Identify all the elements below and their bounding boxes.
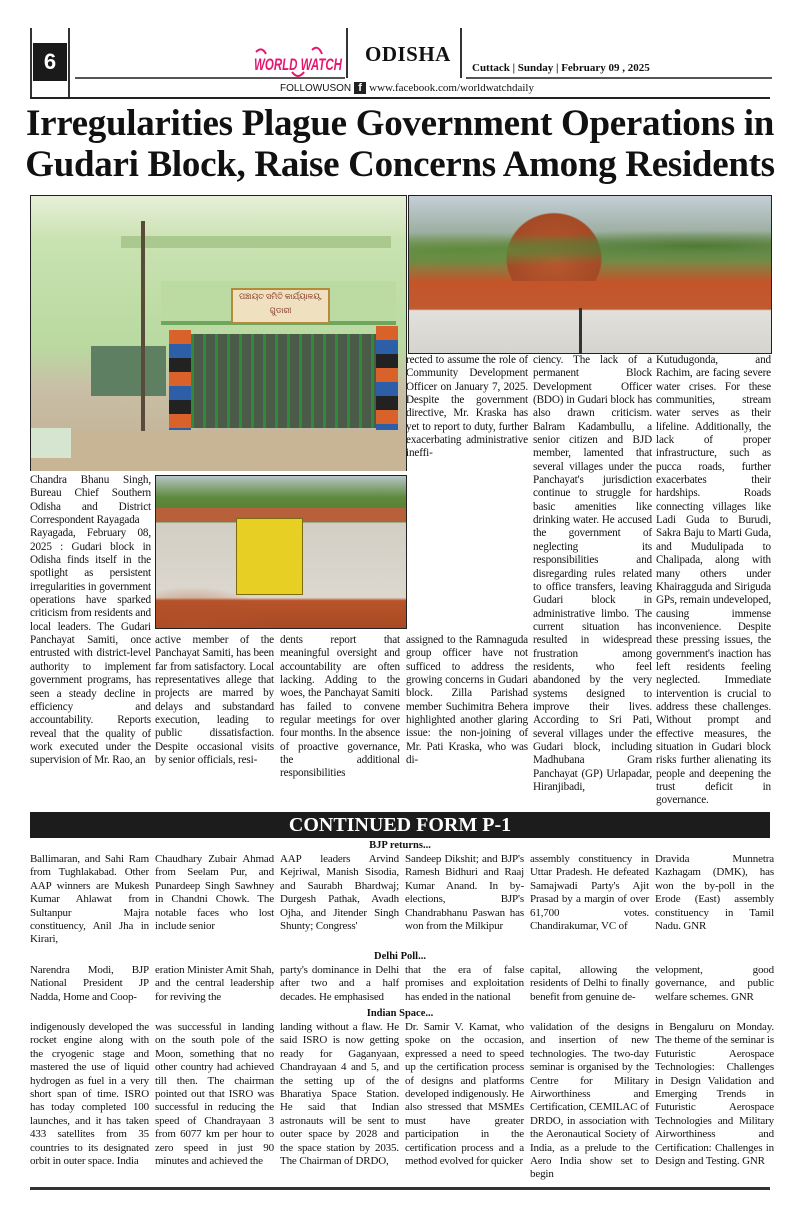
yellow-signboard xyxy=(236,518,303,595)
story-column: Ballimaran, and Sahi Ram from Tughlakabad. Other AAP winners are Mukesh Kumar Ahlawat from Sultanpur Majra constituency, Anil Jha in Kirari, xyxy=(30,853,149,946)
masthead-rule xyxy=(466,77,772,79)
story-column: Sandeep Dikshit; and BJP's Ramesh Bidhuri and Raaj Kumar Anand. In by-elections, BJP's Chandrabhanu Paswan has won from the Milkipur xyxy=(405,853,524,933)
svg-text:WORLD WATCH: WORLD WATCH xyxy=(254,55,343,74)
photo-earth-mound xyxy=(408,195,772,354)
painted-pillar xyxy=(376,326,398,430)
story-column: in Bengaluru on Monday. The theme of the seminar is Futuristic Aerospace Technologies: Challenges in Design Validation and Emerging Trends in Futuristic Aerospace Technologies and Military Airworthiness and Certification: Challenges in Design and Testing. GNR xyxy=(655,1021,774,1168)
page-bottom-rule xyxy=(30,1187,770,1190)
masthead-divider xyxy=(68,28,70,98)
dateline: Cuttack | Sunday | February 09 , 2025 xyxy=(472,62,650,74)
continued-banner: CONTINUED FORM P-1 xyxy=(30,812,770,838)
painted-pillar xyxy=(169,330,191,430)
office-signboard: ପଞ୍ଚାୟତ ସମିତି କାର୍ଯ୍ୟାଳୟ, ଗୁଡାରୀ xyxy=(231,288,330,324)
masthead-divider xyxy=(346,28,348,78)
facebook-icon[interactable]: f xyxy=(354,82,366,94)
photo-wall-signboard xyxy=(155,475,407,629)
story-kicker: Indian Space... xyxy=(366,1008,434,1019)
masthead-divider xyxy=(460,28,462,78)
article-column-4b: assigned to the Ramnaguda group officer have not sufficed to address the growing concerns in Gudari block. Zilla Parishad member Suchimitra Behera highlighted another glaring issue: the non-joining of Mr. Pati Kraska, who was di- xyxy=(406,634,528,767)
story-kicker: Delhi Poll... xyxy=(374,951,426,962)
follow-label: FOLLOWUSON xyxy=(280,82,352,94)
facebook-link[interactable]: www.facebook.com/worldwatchdaily xyxy=(369,82,534,94)
masthead-rule xyxy=(75,77,345,79)
story-column: velopment, good governance, and public welfare schemes. GNR xyxy=(655,964,774,1003)
story-column: capital, allowing the residents of Delhi to finally benefit from genuine de- xyxy=(530,964,649,1003)
story-column: Chaudhary Zubair Ahmad from Seelam Pur, and Punardeep Singh Sawhney in Chandni Chowk. The notable faces who lost include senior xyxy=(155,853,274,933)
article-column-6: Kutudugonda, and Rachim, are facing severe water crises. For these communities, stream water serves as their lifeline. Additionally, the lack of proper infrastructure, such as pucca roads, further exacerbates their hardships. Roads connecting villages like Ladi Guda to Burudi, Sakra Baju to Marti Guda, and Mudulipada to Chalipada, along with many others under Khairagguda and Siriguda GPs, remain undeveloped, causing immense inconvenience. Despite these pressing issues, the government's inaction has left residents feeling neglected. Immediate intervention is crucial to address these challenges. Without prompt and effective measures, the situation in Gudari block risks further alienating its people and deepening the trust deficit in governance. xyxy=(656,354,771,807)
story-column: landing without a flaw. He said ISRO is now getting ready for Gaganyaan, Chandrayaan 4 and 5, and the setting up of the Bharatiya Space Station. He said that Indian astronauts will be sent to outer space by 2028 and the space station by 2035. The Chairman of DRDO, xyxy=(280,1021,399,1168)
story-column: was successful in landing on the south pole of the Moon, something that no other country had achieved till then. The chairman pointed out that ISRO was successful in reducing the speed of Chandrayaan 3 from 6077 km per hour to zero speed in just 90 minutes and achieved the xyxy=(155,1021,274,1168)
story-column: Dravida Munnetra Kazhagam (DMK), has won the by-poll in the Erode (East) assembly constituency in Tamil Nadu. GNR xyxy=(655,853,774,933)
story-kicker: BJP returns... xyxy=(369,840,431,851)
article-column-2: active member of the Panchayat Samiti, has been far from satisfactory. Local representatives allege that projects are marred by delays and substandard execution, leading to public dissatisfaction. Despite occasional visits by senior officials, resi- xyxy=(155,634,274,767)
article-column-5: ciency. The lack of a permanent Block Development Officer (BDO) in Gudari block has also drawn criticism. Balram Kadambullu, a senior citizen and BJD member, lamented that several villages under the Panchayat's jurisdiction continue to struggle for basic amenities like drinking water. He accused the government of neglecting its responsibilities and disregarding rules related to office transfers, leaving Gudari block in administrative limbo. The current situation has resulted in widespread frustration among residents, who feel abandoned by the very systems designed to improve their lives. According to Sri Pati, several villages under the Gudari block, including Madhubana Gram Panchayat (GP) Urlapadar, Hiranjibadi, xyxy=(533,354,652,793)
story-column: indigenously developed the rocket engine along with the cryogenic stage and mastered the use of liquid hydrogen as fuel in a very short span of time. ISRO has today completed 100 launches, and it has taken 433 satellites from 35 countries to its designated orbit in outer space. India xyxy=(30,1021,149,1168)
story-column: eration Minister Amit Shah, and the central leadership for reviving the xyxy=(155,964,274,1003)
article-column-4a: rected to assume the role of Community Development Officer on January 7, 2025. Despite the government directive, Mr. Kraska has yet to report to duty, further exacerbating administrative ineffi- xyxy=(406,354,528,460)
story-column: Dr. Samir V. Kamat, who spoke on the occasion, expressed a need to speed up the certification process of designs and platforms developed indigenously. He also stressed that MSMEs must have greater participation in the certification process and a method evolved for quicker xyxy=(405,1021,524,1168)
world-watch-logo xyxy=(252,42,344,80)
story-column: Narendra Modi, BJP National President JP Nadda, Home and Coop- xyxy=(30,964,149,1003)
green-gate xyxy=(191,334,376,428)
masthead-divider xyxy=(30,28,32,98)
story-column: that the era of false promises and exploitation has ended in the national xyxy=(405,964,524,1003)
photo-panchayat-office xyxy=(30,195,407,471)
story-column: validation of the designs and insertion of new technologies. The two-day seminar is organised by the Centre for Military Airworthiness and Certification, CEMILAC of DRDO, in association with the Aeronautical Society of India, as a prelude to the Aero India show set to begin xyxy=(530,1021,649,1181)
story-column: AAP leaders Arvind Kejriwal, Manish Sisodia, and Saurabh Bhardwaj; Durgesh Pathak, Avadh Ojha, and Jitender Singh Shunty; Congress' xyxy=(280,853,399,933)
article-byline: Chandra Bhanu Singh, Bureau Chief Southern Odisha and District Correspondent Rayagada xyxy=(30,474,151,527)
article-column-3: dents report that meaningful oversight and accountability are often lacking. Adding to the woes, the Panchayat Samiti has failed to convene regular meetings for over four months. In the absence of proactive governance, the additional responsibilities xyxy=(280,634,400,780)
masthead-bottom-rule xyxy=(30,97,770,99)
page-number: 6 xyxy=(33,43,67,81)
follow-us-row xyxy=(280,82,534,94)
article-text: Rayagada, February 08, 2025 : Gudari block in Odisha finds itself in the spotlight as persistent irregularities in government operations have sparked criticism from residents and local leaders. The Gudari Panchayat Samiti, once entrusted with district-level authority to implement government programs, has seen a steady decline in efficiency and accountability. Reports reveal that the quality of work executed under the supervision of Mr. Rao, an xyxy=(30,527,152,767)
article-headline: Irregularities Plague Government Operations in Gudari Block, Raise Concerns Among Residents xyxy=(25,103,775,185)
story-column: party's dominance in Delhi after two and a half decades. He emphasised xyxy=(280,964,399,1003)
story-column: assembly constituency in Uttar Pradesh. He defeated Samajwadi Party's Ajit Prasad by a margin of over 61,700 votes. Chandirakumar, VC of xyxy=(530,853,649,933)
article-column-1 xyxy=(30,474,151,768)
section-title: ODISHA xyxy=(365,42,451,66)
